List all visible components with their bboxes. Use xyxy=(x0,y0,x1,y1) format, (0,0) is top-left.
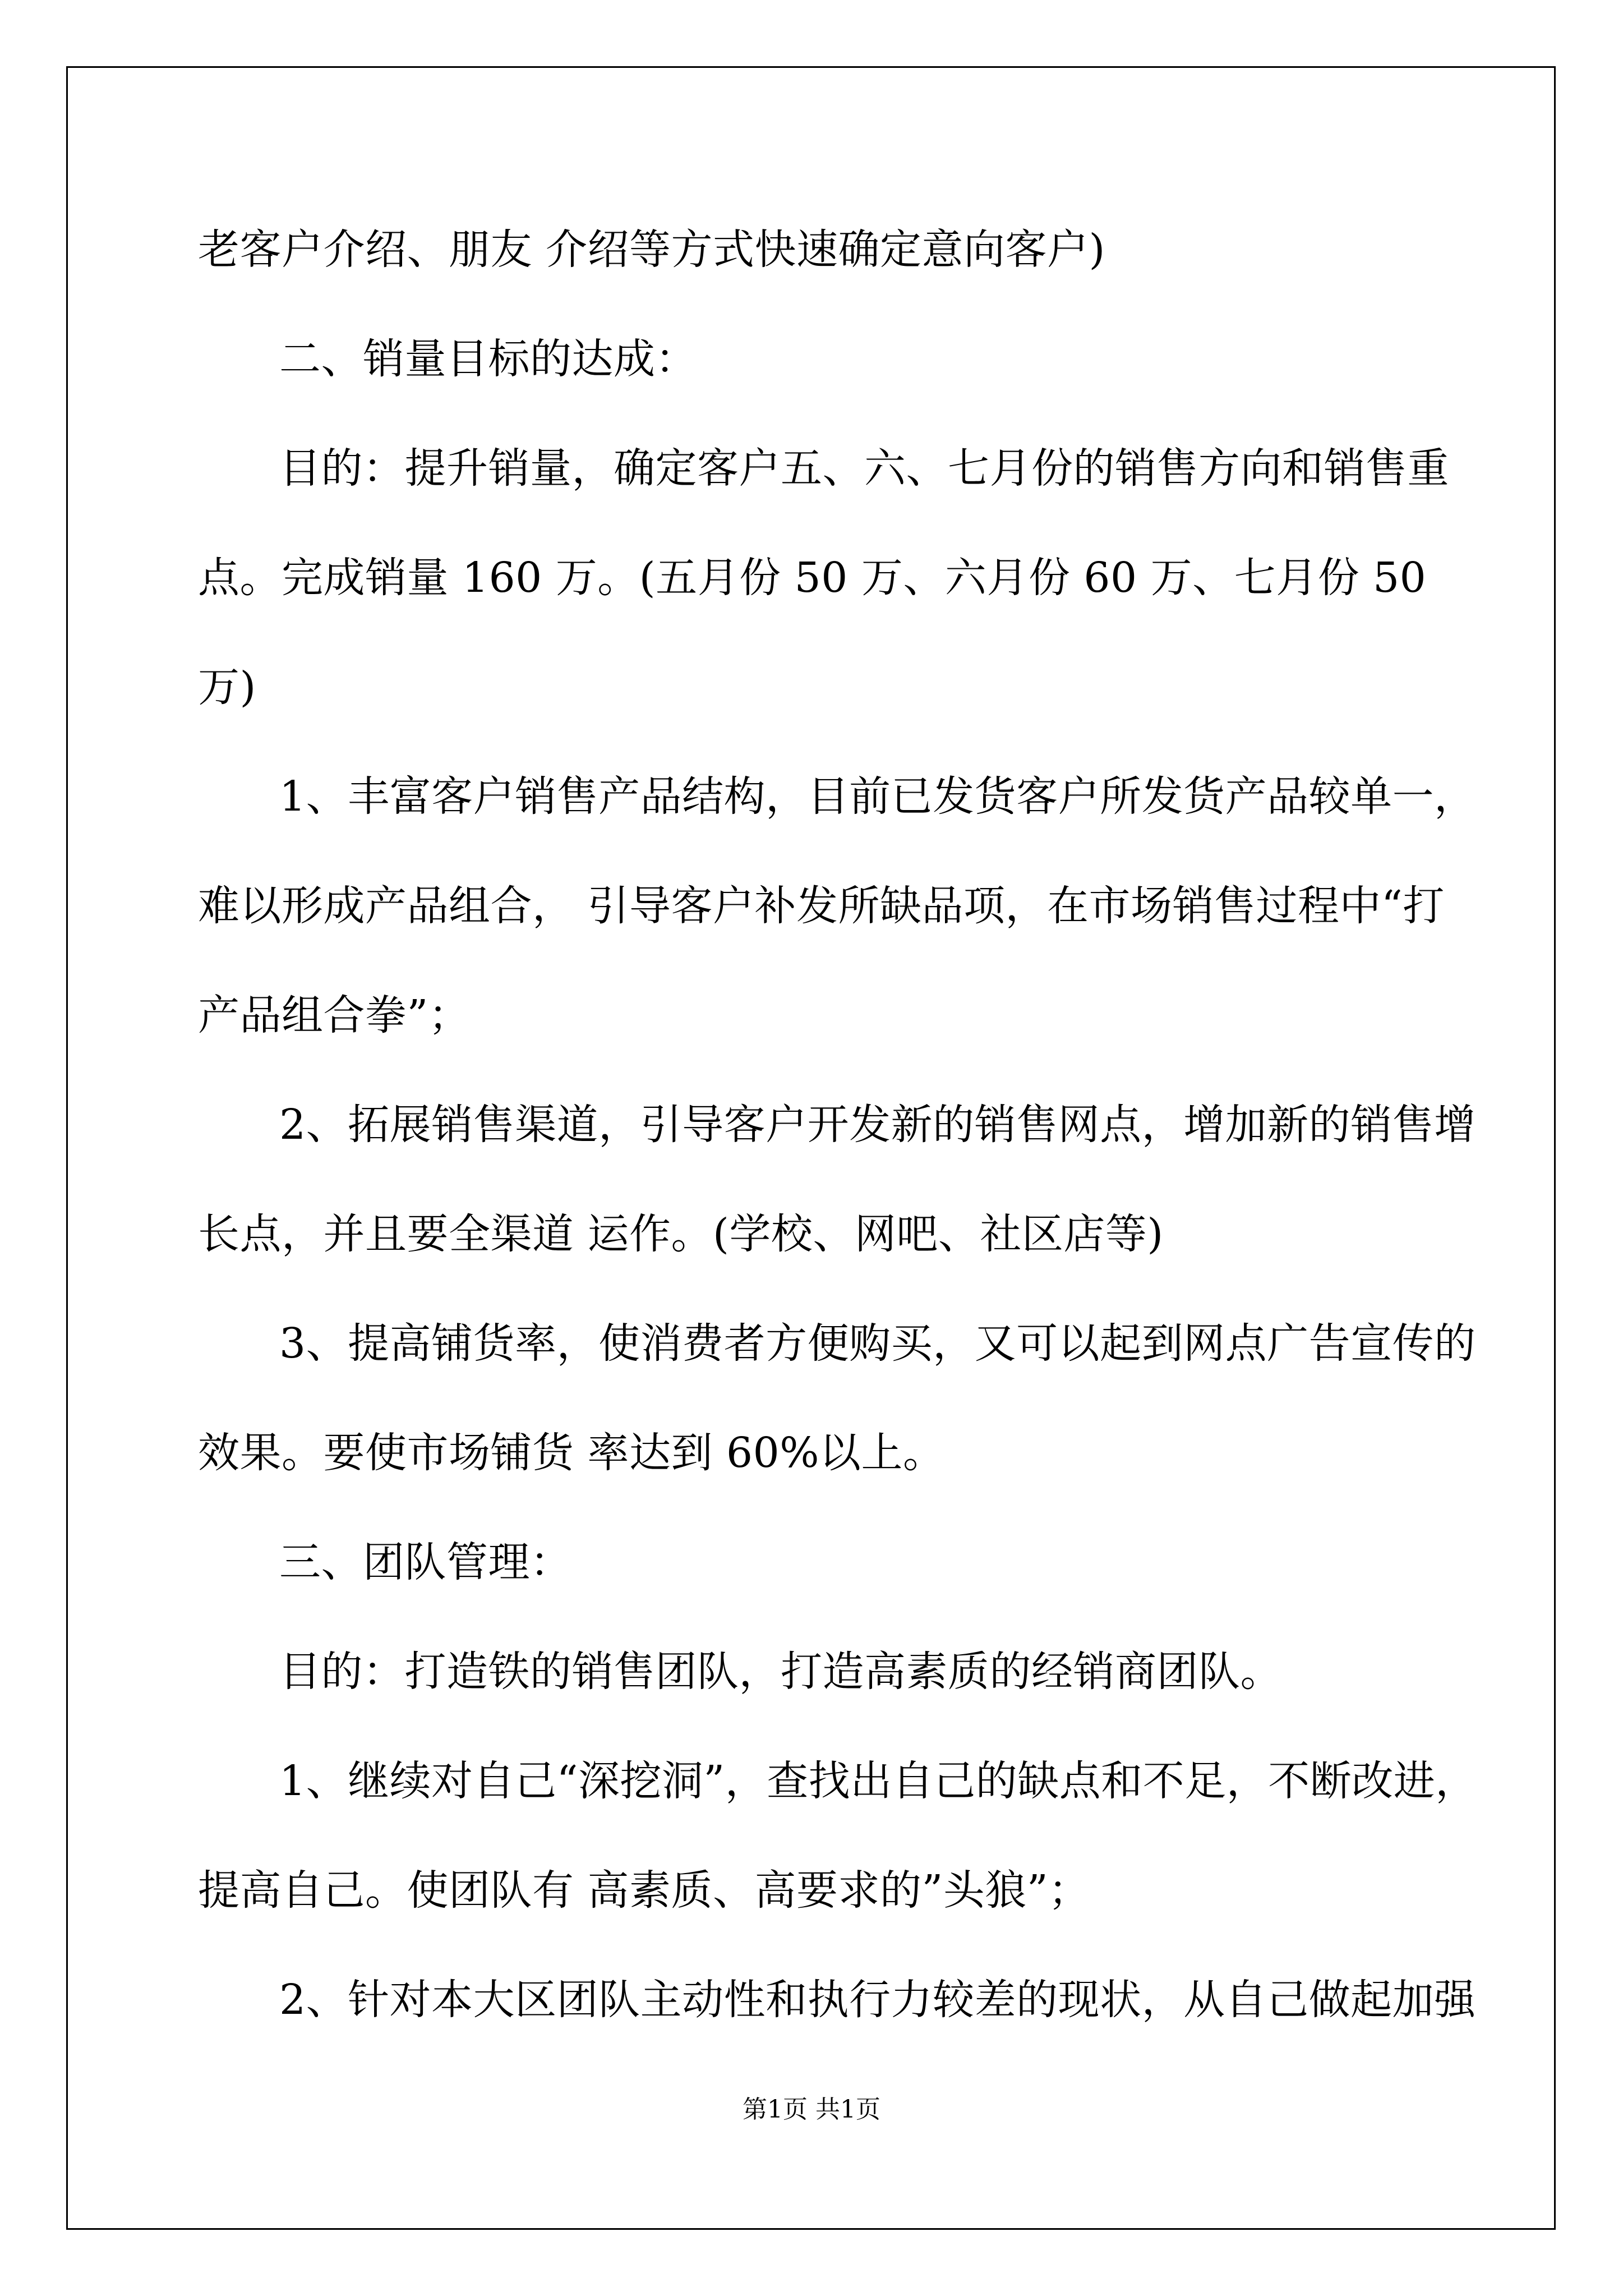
text-line-10: 长点，并且要全渠道 运作。(学校、网吧、社区店等) xyxy=(198,1210,1164,1258)
text-line-4: 点。完成销量 160 万。(五月份 50 万、六月份 60 万、七月份 50 xyxy=(198,554,1427,602)
text-line-5: 万) xyxy=(198,663,256,711)
text-line-15: 1、继续对自己“深挖洞”，查找出自己的缺点和不足，不断改进， xyxy=(279,1757,1477,1805)
text-line-16: 提高自己。使团队有 高素质、高要求的”头狼”； xyxy=(198,1866,1090,1915)
section-heading-team-management: 三、团队管理： xyxy=(279,1538,572,1586)
text-line-7: 难以形成产品组合， 引导客户补发所缺品项，在市场销售过程中“打 xyxy=(198,882,1445,930)
text-line-17: 2、针对本大区团队主动性和执行力较差的现状，从自己做起加强 xyxy=(279,1976,1476,2024)
text-line-11: 3、提高铺货率，使消费者方便购买，又可以起到网点广告宣传的 xyxy=(279,1319,1476,1368)
text-line-1: 老客户介绍、朋友 介绍等方式快速确定意向客户) xyxy=(198,226,1105,274)
text-line-14: 目的：打造铁的销售团队，打造高素质的经销商团队。 xyxy=(279,1648,1282,1696)
section-heading-sales-target: 二、销量目标的达成： xyxy=(279,335,697,383)
page-number-footer: 第1页 共1页 xyxy=(743,2095,880,2124)
text-line-9: 2、拓展销售渠道，引导客户开发新的销售网点，增加新的销售增 xyxy=(279,1101,1476,1149)
text-line-8: 产品组合拳”； xyxy=(198,991,471,1039)
text-line-3: 目的：提升销量，确定客户五、六、七月份的销售方向和销售重 xyxy=(279,444,1449,493)
text-line-6: 1、丰富客户销售产品结构，目前已发货客户所发货产品较单一， xyxy=(279,772,1476,821)
text-line-12: 效果。要使市场铺货 率达到 60%以上。 xyxy=(198,1429,945,1477)
